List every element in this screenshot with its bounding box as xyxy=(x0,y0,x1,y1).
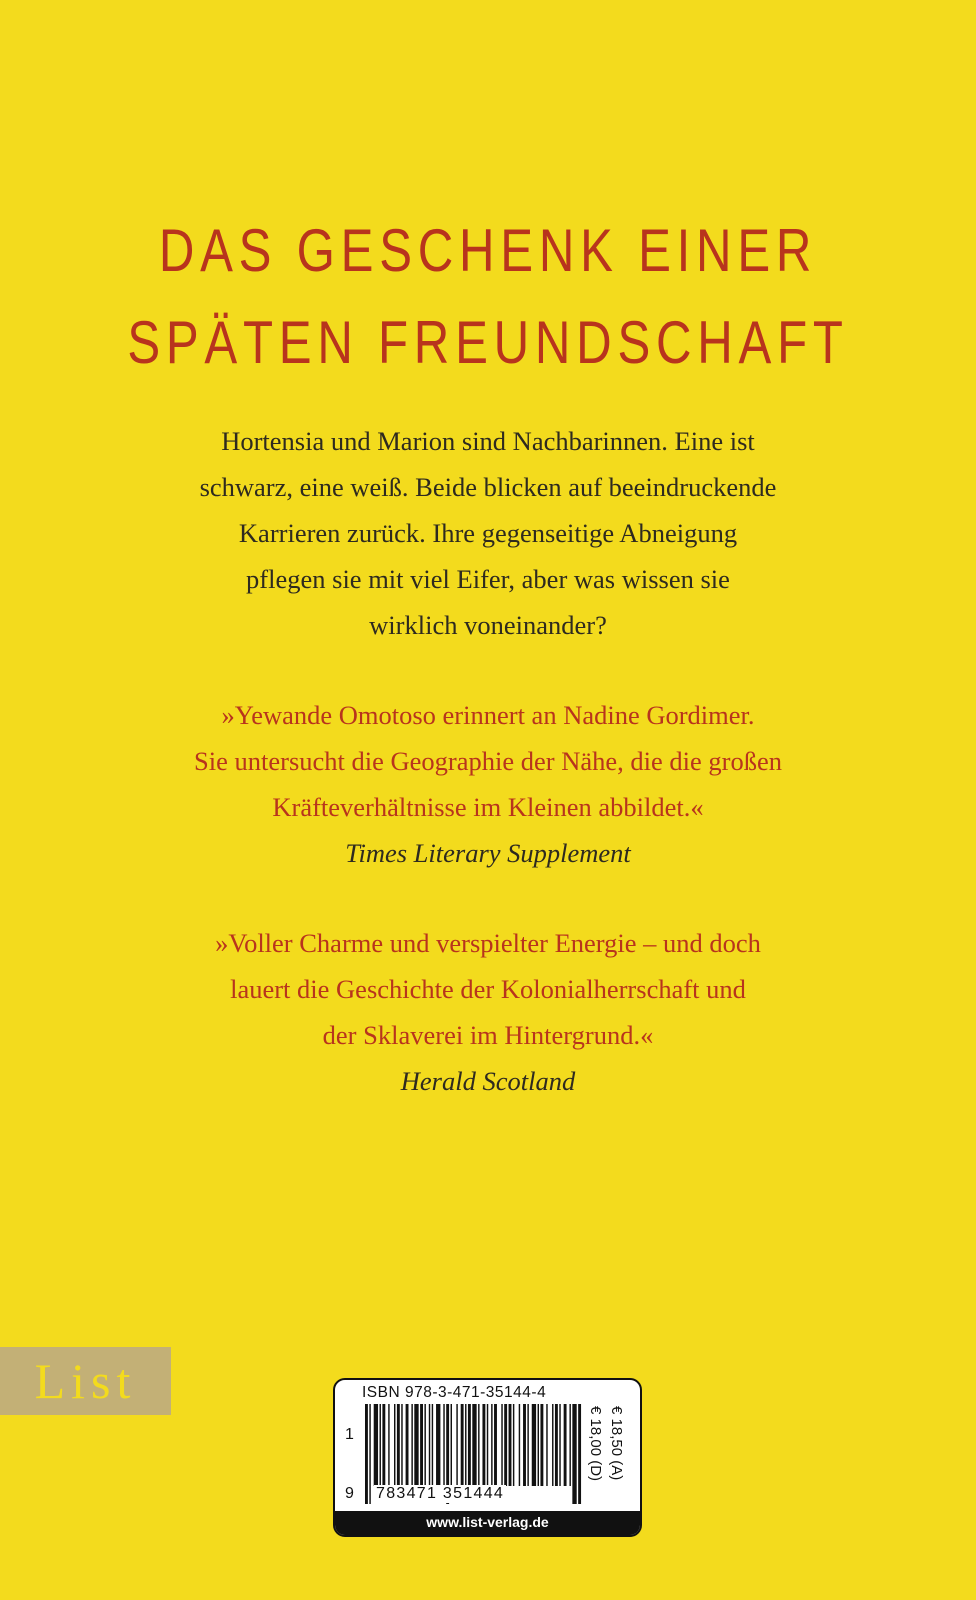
quote-line: »Voller Charme und verspielter Energie – und doch xyxy=(215,928,761,958)
barcode-bar xyxy=(424,1404,425,1486)
review-quote-2 xyxy=(0,920,976,1104)
quote-line: »Yewande Omotoso erinnert an Nadine Gordimer. xyxy=(221,700,755,730)
quote-line: Sie untersucht die Geographie der Nähe, die die großen xyxy=(194,746,782,776)
barcode-bar xyxy=(397,1404,400,1486)
quote-source: Times Literary Supplement xyxy=(345,838,631,868)
cover-headline xyxy=(88,205,888,389)
barcode-bar xyxy=(461,1404,464,1486)
barcode-bar xyxy=(478,1404,479,1486)
barcode-bar xyxy=(564,1404,567,1486)
barcode-bar xyxy=(451,1404,452,1486)
headline-line-1: DAS GESCHENK EINER xyxy=(158,217,818,284)
barcode-bar xyxy=(482,1404,485,1486)
publisher-logo-text: List xyxy=(34,1353,137,1409)
blurb-line: schwarz, eine weiß. Beide blicken auf beeindruckende xyxy=(199,472,777,502)
barcode-bar xyxy=(414,1404,418,1486)
barcode-bar xyxy=(436,1404,440,1486)
barcode-bar xyxy=(456,1404,457,1486)
barcode-bar xyxy=(394,1404,395,1486)
headline-line-2: SPÄTEN FREUNDSCHAFT xyxy=(127,309,849,376)
publisher-url: www.list-verlag.de xyxy=(335,1511,640,1535)
barcode-bar xyxy=(527,1404,528,1486)
barcode-bar xyxy=(443,1404,444,1486)
barcode-bar xyxy=(432,1404,433,1486)
barcode-bar xyxy=(578,1404,581,1504)
barcode-bar xyxy=(552,1404,553,1486)
barcode-bar xyxy=(382,1404,385,1486)
barcode-label xyxy=(333,1378,642,1537)
barcode-bar xyxy=(509,1404,512,1486)
barcode-bar xyxy=(504,1404,507,1486)
price-germany: € 18,00 (D) xyxy=(587,1406,604,1482)
barcode-bar xyxy=(388,1404,389,1486)
barcode-bar xyxy=(472,1404,476,1486)
barcode-bar xyxy=(555,1404,558,1486)
quote-line: lauert die Geschichte der Kolonialherrschaft und xyxy=(230,974,746,1004)
blurb-line: wirklich voneinander? xyxy=(369,610,607,640)
barcode-bar xyxy=(569,1404,570,1486)
barcode-bar xyxy=(411,1404,412,1486)
quote-source: Herald Scotland xyxy=(400,1066,576,1096)
barcode-bar xyxy=(468,1404,471,1486)
barcode-digits: 783471 351444 xyxy=(376,1485,505,1502)
barcode-bar xyxy=(491,1404,492,1486)
barcode-bar xyxy=(523,1404,526,1486)
barcode-bar xyxy=(532,1404,536,1486)
quote-line: der Sklaverei im Hintergrund.« xyxy=(322,1020,654,1050)
barcode-bar xyxy=(572,1404,576,1504)
barcode-bar xyxy=(540,1404,543,1486)
barcode-bar xyxy=(380,1404,381,1486)
barcode-bar xyxy=(365,1404,368,1504)
review-quote-1 xyxy=(0,692,976,876)
barcode-bar xyxy=(401,1404,402,1486)
barcode-bar xyxy=(559,1404,560,1486)
publisher-logo xyxy=(0,1347,171,1415)
blurb xyxy=(0,418,976,648)
blurb-line: Karrieren zurück. Ihre gegenseitige Abneigung xyxy=(238,518,738,548)
barcode-lead-digit-top: 1 xyxy=(345,1426,354,1443)
barcode-bar xyxy=(374,1404,378,1486)
barcode-bar xyxy=(519,1404,520,1486)
price-austria: € 18,50 (A) xyxy=(608,1406,625,1481)
barcode-bar xyxy=(369,1404,370,1504)
barcode-bar xyxy=(487,1404,488,1486)
barcode-bar xyxy=(429,1404,430,1486)
barcode-bar xyxy=(494,1404,497,1486)
isbn-number: ISBN 978-3-471-35144-4 xyxy=(362,1384,547,1401)
barcode-bar xyxy=(406,1404,409,1486)
barcode-bar xyxy=(420,1404,423,1486)
barcode-bar xyxy=(513,1404,514,1486)
barcode-bar xyxy=(501,1404,502,1486)
barcode-bar xyxy=(538,1404,539,1486)
barcode-lead-digit: 9 xyxy=(345,1485,354,1502)
price-block xyxy=(587,1406,631,1506)
blurb-line: pflegen sie mit viel Eifer, aber was wissen sie xyxy=(246,564,730,594)
barcode-bar xyxy=(546,1404,547,1486)
blurb-line: Hortensia und Marion sind Nachbarinnen. Eine ist xyxy=(221,426,755,456)
quote-line: Kräfteverhältnisse im Kleinen abbildet.« xyxy=(272,792,704,822)
barcode-bar xyxy=(465,1404,466,1486)
